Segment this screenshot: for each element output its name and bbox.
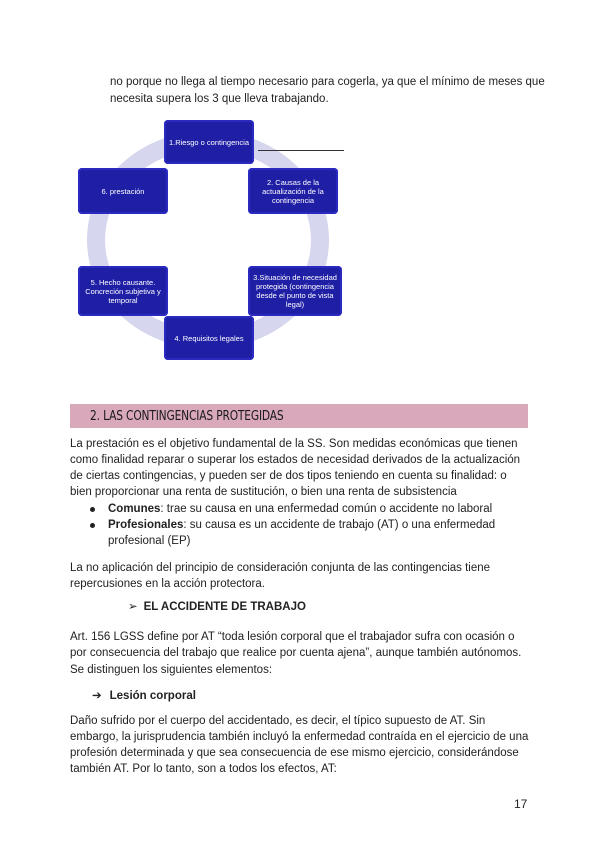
diagram-step-3: 3.Situación de necesidad protegida (contingencia desde el punto de vista legal) xyxy=(248,266,342,316)
bullet-icon xyxy=(90,523,95,528)
diagram-line xyxy=(258,150,344,151)
bullet-term: Comunes xyxy=(108,503,161,515)
paragraph-prestacion: La prestación es el objetivo fundamental de la SS. Son medidas económicas que tienen como finalidad reparar o superar los estados de necesidad derivados de la actualización de ciertas contingencias, y pueden ser de dos tipos teniendo en cuenta su finalidad: o bien proporcionar una renta de sustitución, o bien una renta de subsistencia xyxy=(70,438,521,498)
bullet-item xyxy=(88,501,528,517)
bullet-item xyxy=(88,517,528,549)
bullet-list xyxy=(88,501,528,549)
diagram-step-1: 1.Riesgo o contingencia xyxy=(164,120,254,164)
bullet-text: : su causa es un accidente de trabajo (AT) o una enfermedad profesional (EP) xyxy=(108,519,496,547)
point-text: Lesión corporal xyxy=(109,690,196,702)
arrow-right-icon: ➔ xyxy=(92,690,102,702)
arrow-icon: ➢ xyxy=(128,601,138,613)
cycle-diagram xyxy=(60,110,360,370)
diagram-step-6: 6. prestación xyxy=(78,168,168,214)
subheading-text: EL ACCIDENTE DE TRABAJO xyxy=(143,601,306,613)
intro-paragraph: no porque no llega al tiempo necesario para cogerla, ya que el mínimo de meses que necesita supera los 3 que lleva trabajando. xyxy=(110,76,545,105)
bullet-text: : trae su causa en una enfermedad común o accidente no laboral xyxy=(160,503,493,515)
bullet-icon xyxy=(90,507,95,512)
diagram-step-5: 5. Hecho causante. Concreción subjetiva y temporal xyxy=(78,266,168,316)
diagram-step-4: 4. Requisitos legales xyxy=(164,316,254,360)
section-title: 2. LAS CONTINGENCIAS PROTEGIDAS xyxy=(90,408,284,424)
diagram-step-2: 2. Causas de la actualización de la contingencia xyxy=(248,168,338,214)
page-number: 17 xyxy=(514,797,528,811)
subheading-accidente xyxy=(128,599,306,613)
section-heading xyxy=(70,404,528,428)
paragraph-art156: Art. 156 LGSS define por AT “toda lesión corporal que el trabajador sufra con ocasión o por consecuencia del trabajo que realice por cuenta ajena”, aunque también autónomos. xyxy=(70,631,522,659)
paragraph-lesion: Daño sufrido por el cuerpo del accidentado, es decir, el típico supuesto de AT. Sin embargo, la jurisprudencia también incluyó la enfermedad contraída en el ejercicio de una profesión determinada y que sea consecuencia de ese mismo ejercicio, considerándose también AT. Por lo tanto, son a todos los efectos, AT: xyxy=(70,715,529,775)
point-heading-lesion xyxy=(92,688,196,702)
bullet-term: Profesionales xyxy=(108,519,184,531)
paragraph-principio: La no aplicación del principio de consideración conjunta de las contingencias tiene repercusiones en la acción protectora. xyxy=(70,562,491,590)
paragraph-elementos: Se distinguen los siguientes elementos: xyxy=(70,664,273,676)
